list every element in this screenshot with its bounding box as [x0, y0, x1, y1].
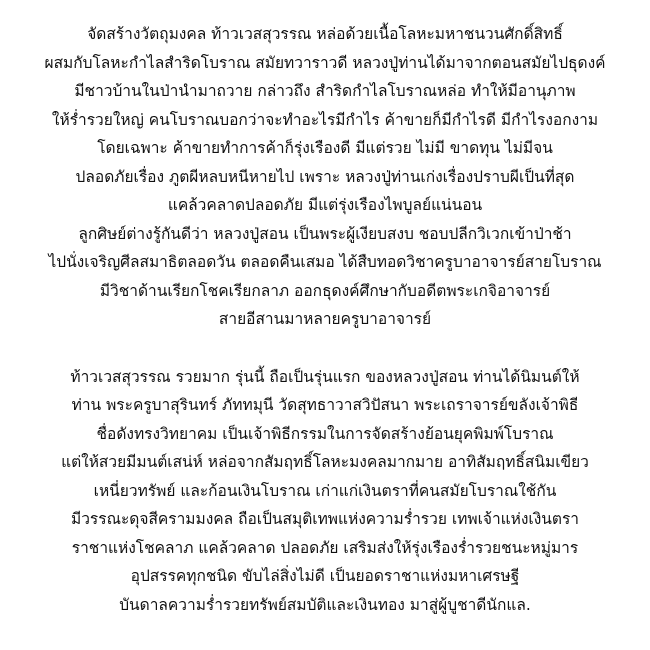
paragraph-spacer [0, 334, 650, 363]
text-line: ผสมกับโลหะกำไลสำริดโบราณ สมัยทวาราวดี หลวงปู่ท่านได้มาจากตอนสมัยไปธุดงค์ [44, 53, 606, 72]
text-line: ปลอดภัยเรื่อง ภูตผีหลบหนีหายไป เพราะ หลวงปู่ท่านเก่งเรื่องปราบผีเป็นที่สุด [75, 167, 575, 186]
text-line: ลูกศิษย์ต่างรู้กันดีว่า หลวงปู่สอน เป็นพระผู้เงียบสงบ ชอบปลีกวิเวกเข้าป่าช้า [78, 224, 572, 243]
text-line: แคล้วคลาดปลอดภัย มีแต่รุ่งเรืองไพบูลย์แน่นอน [167, 196, 483, 214]
text-line: ราชาแห่งโชคลาภ แคล้วคลาด ปลอดภัย เสริมส่งให้รุ่งเรืองร่ำรวยชนะหมู่มาร [71, 538, 579, 557]
text-line: สายอีสานมาหลายครูบาอาจารย์ [218, 310, 432, 328]
text-line: ไปนั่งเจริญศีลสมาธิตลอดวัน ตลอดคืนเสมอ ได้สืบทอดวิชาครูบาอาจารย์สายโบราณ [48, 253, 602, 271]
text-line: ท้าวเวสสุวรรณ รวยมาก รุ่นนี้ ถือเป็นรุ่นแรก ของหลวงปู่สอน ท่านได้นิมนต์ให้ [70, 367, 580, 386]
text-line: แต่ให้สวยมีมนต์เสน่ห์ หล่อจากสัมฤทธิ์โลหะมงคลมากมาย อาทิสัมฤทธิ์สนิมเขียว [61, 453, 589, 471]
document-body [0, 20, 650, 619]
text-line: ท่าน พระครูบาสุรินทร์ ภัททมุนี วัดสุทธาวาสวิปัสนา พระเถราจารย์ขลังเจ้าพิธี [71, 396, 579, 414]
text-line: อุปสรรคทุกชนิด ขับไล่สิ่งไม่ดี เป็นยอดราชาแห่งมหาเศรษฐี [130, 567, 520, 585]
text-line: ให้ร่ำรวยใหญ่ คนโบราณบอกว่าจะทำอะไรมีกำไร ค้าขายก็มีกำไรดี มีกำไรงอกงาม [51, 110, 599, 129]
text-line: เหนี่ยวทรัพย์ และก้อนเงินโบราณ เก่าแก่เงินตราที่คนสมัยโบราณใช้กัน [93, 481, 557, 500]
text-line: โดยเฉพาะ ค้าขายทำการค้าก็รุ่งเรืองดี มีแต่รวย ไม่มี ขาดทุน ไม่มีจน [97, 139, 553, 157]
text-line: จัดสร้างวัตถุมงคล ท้าวเวสสุวรรณ หล่อด้วยเนื้อโลหะมหาชนวนศักดิ์สิทธิ์ [87, 25, 563, 43]
text-line: บันดาลความร่ำรวยทรัพย์สมบัติและเงินทอง มาสู่ผู้บูชาดีนักแล. [119, 595, 531, 614]
text-line: มีชาวบ้านในป่านำมาถวาย กล่าวถึง สำริดกำไลโบราณหล่อ ทำให้มีอานุภาพ [74, 82, 576, 100]
text-line: ชื่อดังทรงวิทยาคม เป็นเจ้าพิธีกรรมในการจัดสร้างย้อนยุคพิมพ์โบราณ [96, 424, 554, 443]
paragraph-1 [0, 20, 650, 334]
paragraph-2 [0, 363, 650, 620]
text-line: มีวิชาด้านเรียกโชคเรียกลาภ ออกธุดงค์ศึกษากับอดีตพระเกจิอาจารย์ [99, 281, 551, 300]
text-line: มีวรรณะดุจสีครามมงคล ถือเป็นสมุติเทพแห่งความร่ำรวย เทพเจ้าแห่งเงินตรา [71, 510, 579, 528]
